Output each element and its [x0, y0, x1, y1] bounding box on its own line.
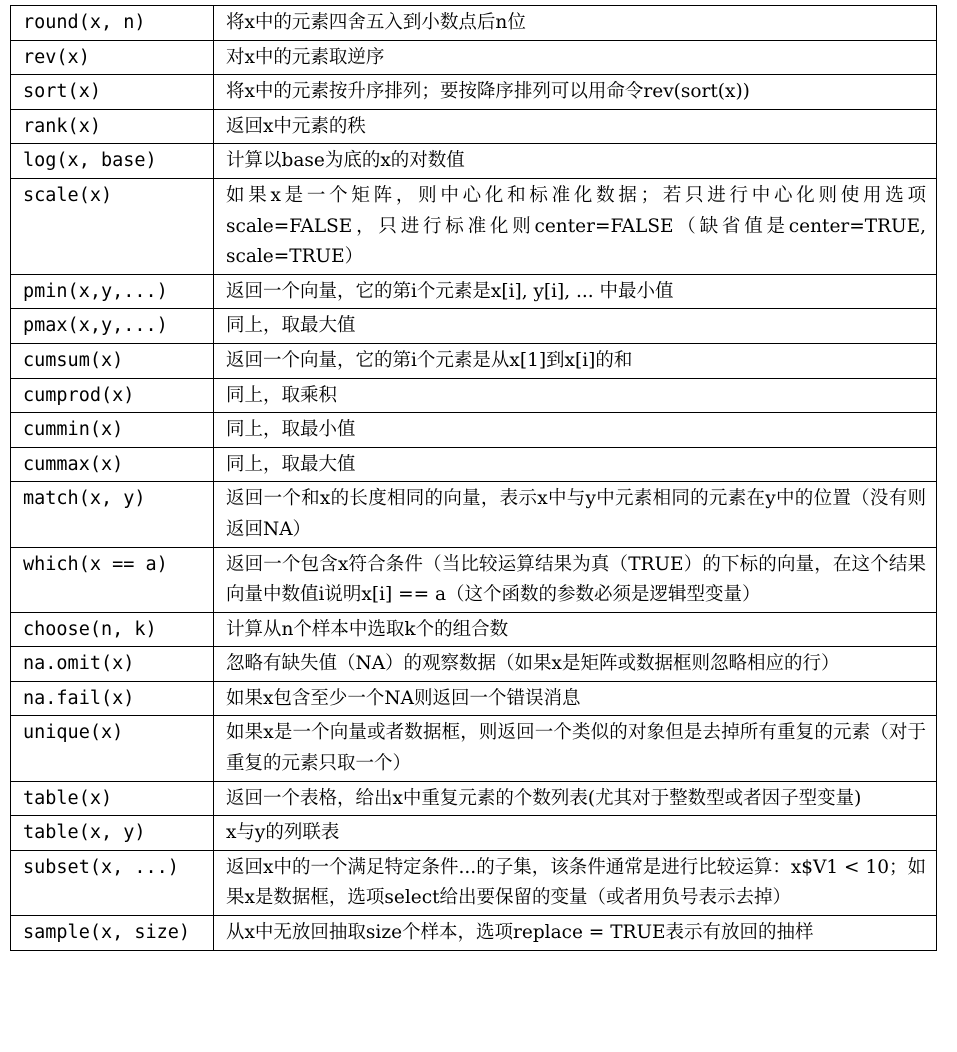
function-reference-document	[10, 5, 937, 951]
table-row	[11, 816, 937, 851]
function-signature: cummin(x)	[11, 413, 214, 448]
function-description: 如果x包含至少一个NA则返回一个错误消息	[214, 681, 937, 716]
function-signature: cumsum(x)	[11, 343, 214, 378]
function-signature: scale(x)	[11, 178, 214, 274]
function-description: 返回x中的一个满足特定条件...的子集，该条件通常是进行比较运算：x$V1 < 10；如果x是数据框，选项select给出要保留的变量（或者用负号表示去掉）	[214, 850, 937, 915]
table-row	[11, 716, 937, 781]
function-description: 返回一个表格，给出x中重复元素的个数列表(尤其对于整数型或者因子型变量)	[214, 781, 937, 816]
function-description: 返回x中元素的秩	[214, 109, 937, 144]
table-row	[11, 916, 937, 951]
table-row	[11, 109, 937, 144]
table-row	[11, 612, 937, 647]
function-description: x与y的列联表	[214, 816, 937, 851]
function-signature: na.omit(x)	[11, 647, 214, 682]
table-row	[11, 413, 937, 448]
function-signature: choose(n, k)	[11, 612, 214, 647]
function-signature: log(x, base)	[11, 144, 214, 179]
table-row	[11, 75, 937, 110]
function-signature: which(x == a)	[11, 547, 214, 612]
function-description: 如果x是一个向量或者数据框，则返回一个类似的对象但是去掉所有重复的元素（对于重复的元素只取一个）	[214, 716, 937, 781]
table-row	[11, 547, 937, 612]
function-signature: cumprod(x)	[11, 378, 214, 413]
table-row	[11, 343, 937, 378]
function-signature: pmin(x,y,...)	[11, 274, 214, 309]
table-row	[11, 378, 937, 413]
table-row	[11, 309, 937, 344]
table-row	[11, 781, 937, 816]
function-signature: cummax(x)	[11, 447, 214, 482]
function-signature: na.fail(x)	[11, 681, 214, 716]
function-description: 对x中的元素取逆序	[214, 40, 937, 75]
function-description: 将x中的元素四舍五入到小数点后n位	[214, 6, 937, 41]
function-signature: sample(x, size)	[11, 916, 214, 951]
function-description: 同上，取最大值	[214, 447, 937, 482]
function-description: 计算以base为底的x的对数值	[214, 144, 937, 179]
function-signature: match(x, y)	[11, 482, 214, 547]
table-row	[11, 178, 937, 274]
function-reference-table	[10, 5, 937, 951]
table-row	[11, 144, 937, 179]
function-description: 计算从n个样本中选取k个的组合数	[214, 612, 937, 647]
function-signature: table(x)	[11, 781, 214, 816]
table-row	[11, 447, 937, 482]
function-signature: subset(x, ...)	[11, 850, 214, 915]
function-signature: sort(x)	[11, 75, 214, 110]
function-description: 将x中的元素按升序排列；要按降序排列可以用命令rev(sort(x))	[214, 75, 937, 110]
table-row	[11, 40, 937, 75]
function-description: 返回一个包含x符合条件（当比较运算结果为真（TRUE）的下标的向量，在这个结果向量中数值i说明x[i] == a（这个函数的参数必须是逻辑型变量）	[214, 547, 937, 612]
table-row	[11, 6, 937, 41]
function-table-body	[11, 6, 937, 951]
function-signature: unique(x)	[11, 716, 214, 781]
function-description: 同上，取乘积	[214, 378, 937, 413]
function-description: 忽略有缺失值（NA）的观察数据（如果x是矩阵或数据框则忽略相应的行）	[214, 647, 937, 682]
function-description: 返回一个向量，它的第i个元素是x[i], y[i], ... 中最小值	[214, 274, 937, 309]
function-signature: rev(x)	[11, 40, 214, 75]
table-row	[11, 681, 937, 716]
function-description: 返回一个和x的长度相同的向量，表示x中与y中元素相同的元素在y中的位置（没有则返回NA）	[214, 482, 937, 547]
function-signature: pmax(x,y,...)	[11, 309, 214, 344]
function-description: 如果x是一个矩阵，则中心化和标准化数据；若只进行中心化则使用选项scale=FALSE，只进行标准化则center=FALSE（缺省值是center=TRUE, scale=TRUE）	[214, 178, 937, 274]
table-row	[11, 647, 937, 682]
table-row	[11, 482, 937, 547]
function-description: 返回一个向量，它的第i个元素是从x[1]到x[i]的和	[214, 343, 937, 378]
table-row	[11, 274, 937, 309]
function-description: 同上，取最小值	[214, 413, 937, 448]
function-signature: table(x, y)	[11, 816, 214, 851]
function-description: 从x中无放回抽取size个样本，选项replace = TRUE表示有放回的抽样	[214, 916, 937, 951]
table-row	[11, 850, 937, 915]
function-signature: round(x, n)	[11, 6, 214, 41]
function-description: 同上，取最大值	[214, 309, 937, 344]
function-signature: rank(x)	[11, 109, 214, 144]
